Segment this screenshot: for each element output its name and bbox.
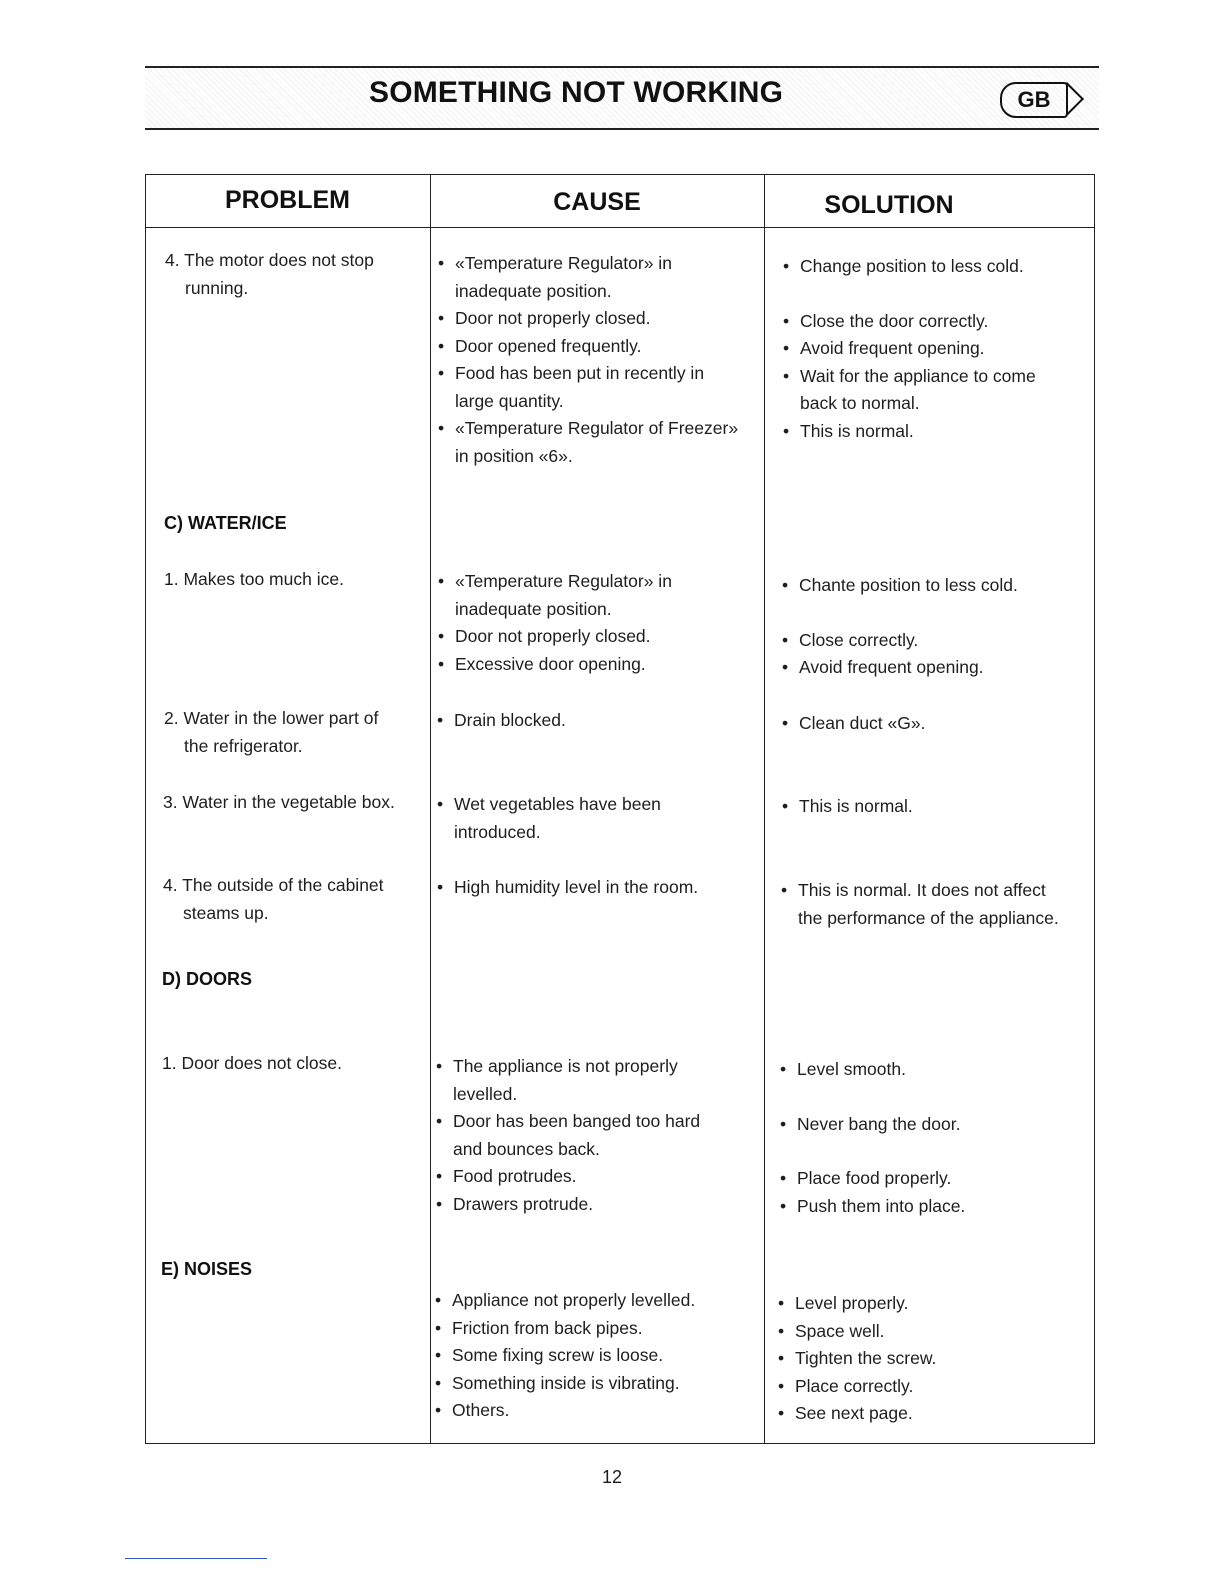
- language-badge: GB: [1000, 82, 1068, 118]
- list-item: • Clean duct «G».: [782, 710, 925, 738]
- list-item: • Food protrudes.: [436, 1163, 700, 1191]
- list-item: • Change position to less cold.: [783, 253, 1036, 281]
- solutions-too-much-ice: [782, 572, 1018, 682]
- solution-cabinet-steams: [781, 877, 1059, 932]
- causes-too-much-ice: [438, 568, 672, 678]
- solutions-door-not-close: [780, 1056, 965, 1220]
- causes-motor-running: [438, 250, 738, 470]
- solution-clean-duct: [782, 710, 925, 738]
- list-item: • Avoid frequent opening.: [782, 654, 1018, 682]
- column-divider-2: [764, 174, 765, 1444]
- list-item: • Some fixing screw is loose.: [435, 1342, 695, 1370]
- page-title: SOMETHING NOT WORKING: [369, 76, 784, 109]
- problem-vegetable-box: 3. Water in the vegetable box.: [163, 792, 395, 812]
- list-item: • Excessive door opening.: [438, 651, 672, 679]
- column-header-cause: CAUSE: [553, 188, 641, 216]
- column-header-solution: SOLUTION: [824, 191, 954, 219]
- list-item: • This is normal.: [783, 418, 1036, 446]
- header-row-rule: [145, 227, 1095, 228]
- list-item: • The appliance is not properly levelled.: [436, 1053, 700, 1108]
- list-item: • Friction from back pipes.: [435, 1315, 695, 1343]
- solutions-noises: [778, 1290, 936, 1428]
- list-item: • Level smooth.: [780, 1056, 965, 1084]
- solutions-motor-running: [783, 253, 1036, 445]
- causes-door-not-close: [436, 1053, 700, 1218]
- list-item: • Wet vegetables have been introduced.: [437, 791, 661, 846]
- cause-high-humidity: [437, 874, 698, 902]
- section-doors: D) DOORS: [162, 969, 252, 989]
- list-item: • Chante position to less cold.: [782, 572, 1018, 600]
- list-item: • Tighten the screw.: [778, 1345, 936, 1373]
- list-item: • Level properly.: [778, 1290, 936, 1318]
- list-item: • Appliance not properly levelled.: [435, 1287, 695, 1315]
- list-item: • Never bang the door.: [780, 1111, 965, 1139]
- problem-water-lower-part: 2. Water in the lower part of the refrigerator.: [164, 708, 379, 756]
- list-item: • Push them into place.: [780, 1193, 965, 1221]
- problem-too-much-ice: 1. Makes too much ice.: [164, 569, 344, 589]
- section-water-ice: C) WATER/ICE: [164, 513, 287, 533]
- list-item: • Door has been banged too hard and bounces back.: [436, 1108, 700, 1163]
- list-item: • Avoid frequent opening.: [783, 335, 1036, 363]
- list-item: • «Temperature Regulator» in inadequate position.: [438, 250, 738, 305]
- list-item: • Close the door correctly.: [783, 308, 1036, 336]
- list-item: • Place correctly.: [778, 1373, 936, 1401]
- cause-drain-blocked: [437, 707, 566, 735]
- problem-door-not-close: 1. Door does not close.: [162, 1053, 342, 1073]
- list-item: • Door opened frequently.: [438, 333, 738, 361]
- cause-wet-vegetables: [437, 791, 661, 846]
- problem-motor-running: 4. The motor does not stop running.: [165, 250, 374, 298]
- list-item: • Drain blocked.: [437, 707, 566, 735]
- solution-vegetable-box: [782, 793, 913, 821]
- list-item: • This is normal. It does not affect the performance of the appliance.: [781, 877, 1059, 932]
- list-item: • «Temperature Regulator» in inadequate position.: [438, 568, 672, 623]
- list-item: • Food has been put in recently in large quantity.: [438, 360, 738, 415]
- column-divider-1: [430, 174, 431, 1444]
- list-item: • Others.: [435, 1397, 695, 1425]
- list-item: • Door not properly closed.: [438, 305, 738, 333]
- footer-rule: [125, 1558, 267, 1559]
- list-item: • Wait for the appliance to come back to normal.: [783, 363, 1036, 418]
- list-item: • Door not properly closed.: [438, 623, 672, 651]
- list-item: • This is normal.: [782, 793, 913, 821]
- list-item: • Something inside is vibrating.: [435, 1370, 695, 1398]
- column-header-problem: PROBLEM: [225, 186, 350, 214]
- page-header: [145, 66, 1099, 130]
- list-item: • Space well.: [778, 1318, 936, 1346]
- list-item: • Place food properly.: [780, 1165, 965, 1193]
- problem-cabinet-steams: 4. The outside of the cabinet steams up.: [163, 875, 384, 923]
- list-item: • Drawers protrude.: [436, 1191, 700, 1219]
- list-item: • Close correctly.: [782, 627, 1018, 655]
- causes-noises: [435, 1287, 695, 1425]
- page-number: 12: [601, 1467, 623, 1487]
- list-item: • High humidity level in the room.: [437, 874, 698, 902]
- section-noises: E) NOISES: [161, 1259, 253, 1279]
- list-item: • «Temperature Regulator of Freezer» in position «6».: [438, 415, 738, 470]
- list-item: • See next page.: [778, 1400, 936, 1428]
